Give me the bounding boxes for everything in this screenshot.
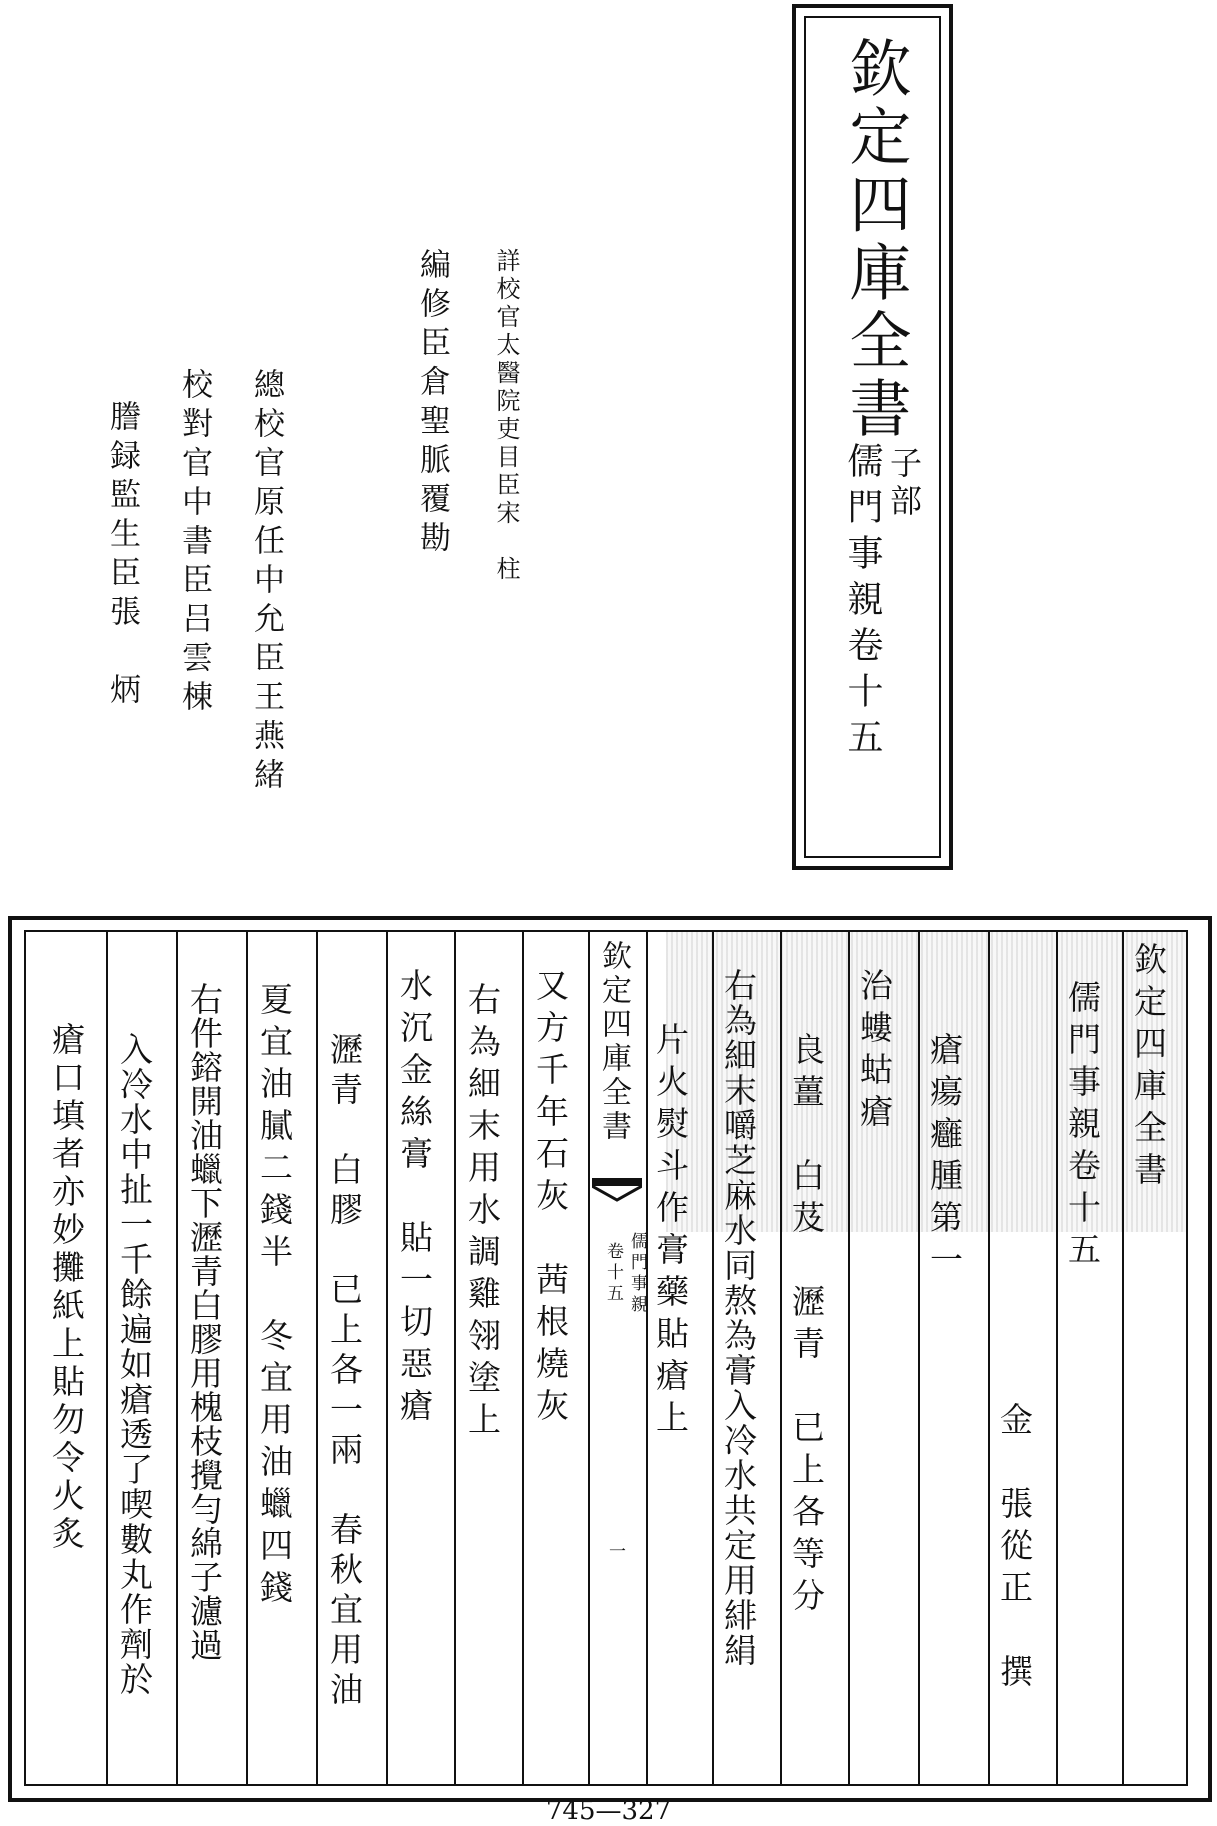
- column-rule: [712, 932, 714, 1784]
- text-column: 夏宜油膩二錢半 冬宜用油蠟四錢: [255, 982, 294, 1612]
- title-frame: [792, 4, 953, 870]
- column-rule: [316, 932, 318, 1784]
- credit-jiaodui: 校對官中書臣吕雲棟: [176, 368, 212, 719]
- column-rule: [848, 932, 850, 1784]
- cover-main-title: 欽定四庫全書: [839, 36, 912, 444]
- credit-zongjiao: 總校官原任中允臣王燕緒: [248, 368, 284, 797]
- text-column: 治螻蛄瘡: [855, 968, 894, 1136]
- cover-category: 子部: [885, 446, 923, 522]
- folio-book: 儒門事親: [627, 1232, 647, 1316]
- column-rule: [246, 932, 248, 1784]
- text-column: 金 張從正 撰: [995, 1402, 1034, 1696]
- text-column: 片火熨斗作膏藥貼瘡上: [651, 1022, 690, 1442]
- text-column: 欽定四庫全書: [1129, 942, 1168, 1194]
- text-column: 瘡瘍癰腫第一: [925, 1032, 964, 1284]
- cover-book-title: 儒門事親卷十五: [842, 442, 883, 764]
- credit-bianxiu: 編修臣倉聖脈覆勘: [414, 248, 450, 560]
- text-column: 水沉金絲膏 貼一切惡瘡: [395, 968, 434, 1430]
- text-column: 瀝青 白膠 已上各一兩 春秋宜用油: [325, 1032, 364, 1712]
- text-column: 瘡口填者亦妙攤紙上貼勿令火炙: [47, 1022, 86, 1554]
- folio-title: 欽定四庫全書: [596, 940, 631, 1144]
- text-column: 右件鎔開油蠟下瀝青白膠用槐枝攪勻綿子濾過: [185, 982, 224, 1662]
- text-column: 又方千年石灰 茜根燒灰: [531, 968, 570, 1430]
- column-rule: [176, 932, 178, 1784]
- page-frame: [8, 916, 1212, 1802]
- title-inner-border: [804, 16, 941, 858]
- text-column: 儒門事親卷十五: [1063, 980, 1102, 1274]
- column-rule: [988, 932, 990, 1784]
- page-number: 745—327: [545, 1796, 672, 1826]
- credit-xiangjiao: 詳校官太醫院吏目臣宋 柱: [492, 248, 520, 584]
- column-rule: [522, 932, 524, 1784]
- page-inner-border: [24, 930, 1188, 1786]
- column-rule: [918, 932, 920, 1784]
- column-rule: [780, 932, 782, 1784]
- text-column: 良薑 白芨 瀝青 已上各等分: [787, 1032, 826, 1620]
- text-column: 右為細末用水調雞翎塗上: [463, 982, 502, 1444]
- credit-tenglu: 謄録監生臣張 炳: [104, 400, 140, 712]
- column-rule: [1056, 932, 1058, 1784]
- text-column: 右為細末嚼芝麻水同熬為膏入冷水共定用緋絹: [719, 968, 758, 1668]
- column-rule: [386, 932, 388, 1784]
- column-rule: [454, 932, 456, 1784]
- column-rule: [1122, 932, 1124, 1784]
- folio-juan: 卷十五: [603, 1242, 623, 1305]
- folio-leaf: 一: [605, 1542, 625, 1563]
- column-rule: [106, 932, 108, 1784]
- text-column: 入冷水中扯一千餘遍如瘡透了喫數丸作劑於: [115, 1032, 154, 1697]
- fishtail-mark-icon: [592, 1178, 642, 1202]
